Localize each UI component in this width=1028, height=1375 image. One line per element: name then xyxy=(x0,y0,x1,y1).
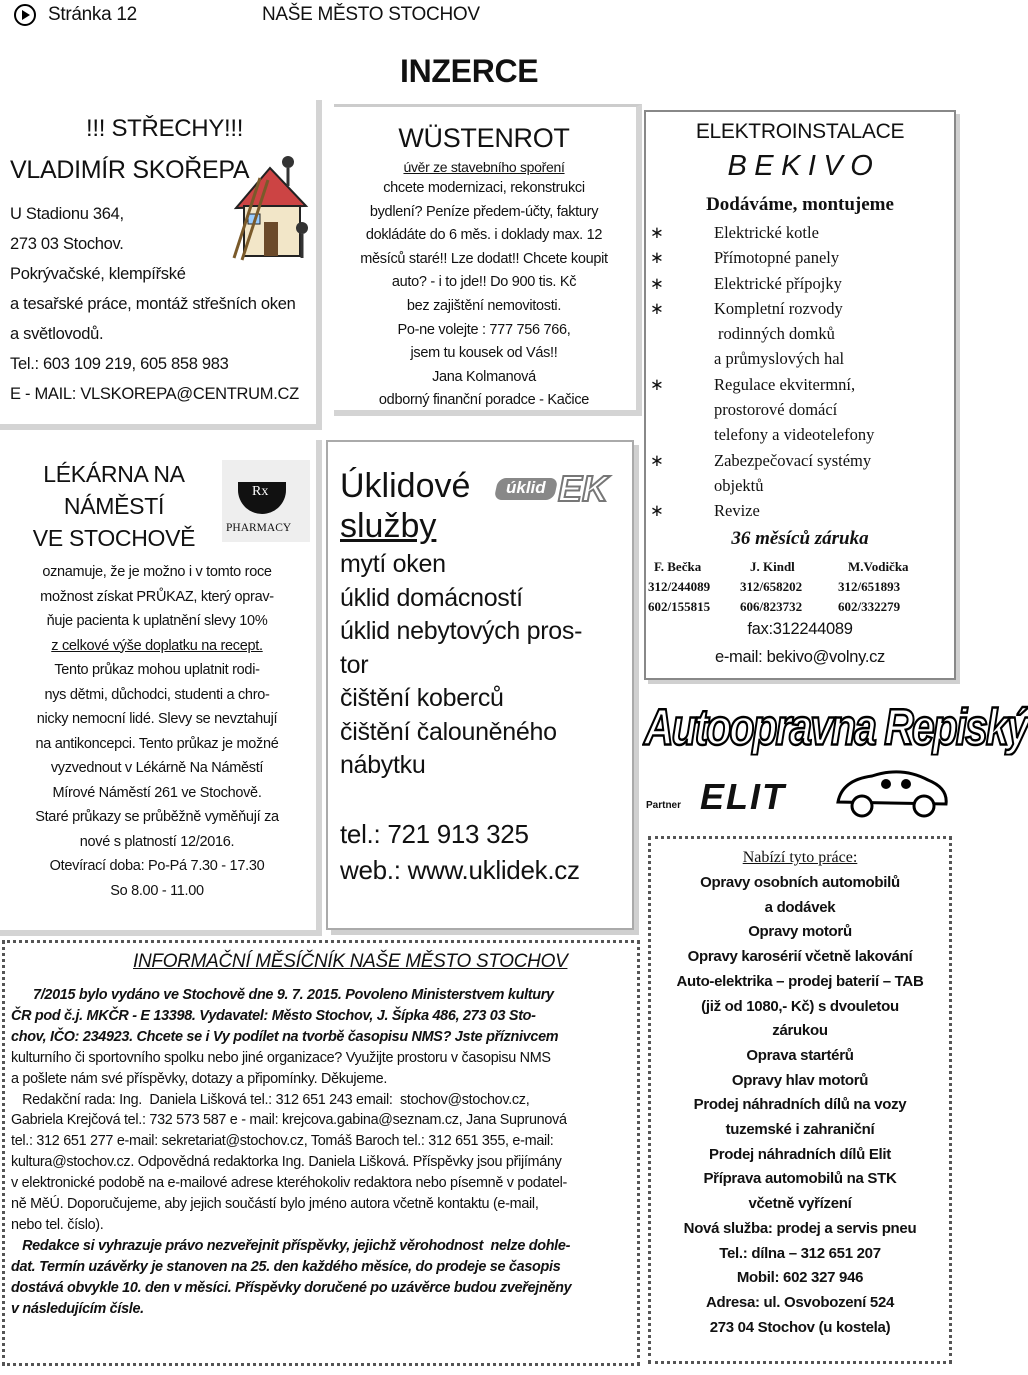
uklid-ek-logo xyxy=(496,468,624,510)
bekivo-item: ∗ Zabezpečovací systémy objektů xyxy=(650,450,872,495)
cleaning-web: web.: www.uklidek.cz xyxy=(340,855,580,885)
roofer-headline: !!! STŘECHY!!! xyxy=(86,115,244,142)
bekivo-item: ∗ Elektrické přípojky xyxy=(650,273,842,293)
newspaper-name: NAŠE MĚSTO STOCHOV xyxy=(262,4,480,25)
roofer-ad xyxy=(0,100,322,430)
bekivo-ad xyxy=(644,110,956,680)
imprint-text: 7/2015 bylo vydáno ve Stochově dne 9. 7. 2015. Povoleno Ministerstvem kultury ČR pod č.j. MKČR - E 13398. Vydavatel: Město Stochov, J. Šípka 486, 273 03 Sto- chov, IČO: 234923. Chcete se i Vy podílet na tvorbě časopisu NMS? Jste příznivcem kulturního či sportovního spolku nebo jiné organizace? Využijte prostoru v časopisu NMS a pošlete nám své příspěvky, dotazy a připomínky. Děkujeme. Redakční rada: Ing. Daniela Lišková tel.: 312 651 243 email: stochov@stochov.cz, Gabriela Krejčová tel.: 732 573 587 e - mail: krejcova.gabina@seznam.cz, Jana Suprunová tel.: 312 651 277 e-mail: sekretariat@stochov.cz, Tomáš Baroch tel.: 312 651 355, e-mail: kultura@stochov.cz. Odpovědná redaktorka Ing. Daniela Lišková. Příspěvky jsou přijímány v elektronické podobě na e-mailové adrese kteréhokoliv redaktora nebo písemně v podatel- ně MěÚ. Doporučujeme, aby jejich součástí bylo jméno autora včetně kontaktu (e-mail, nebo tel. číslo). Redakce si vyhrazuje právo nezveřejnit příspěvky, jejichž věrohodnost nelze dohle- dat. Termín uzávěrky je stanoven na 25. den každého měsíce, do prodeje se časopis dostává obvykle 10. den v měsíci. Příspěvky doručené po uzávěrce budou zveřejněny v následujícím čísle. xyxy=(11,987,572,1317)
car-cartoon-icon xyxy=(832,762,952,820)
wustenrot-subtitle: úvěr ze stavebního spoření xyxy=(403,159,565,175)
roofer-details: U Stadionu 364, 273 03 Stochov. Pokrývačské, klempířské a tesařské práce, montáž střešních oken a světlovodů. Tel.: 603 109 219, 605 858 983 E - MAIL: VLSKOREPA@CENTRUM.CZ xyxy=(10,205,299,403)
cleaning-ad xyxy=(326,440,634,930)
wustenrot-ad xyxy=(334,104,642,416)
partner-label: Partner xyxy=(646,800,682,811)
cleaning-services: mytí oken úklid domácností úklid nebytových pros- tor čištění koberců čištění čalouněného nábytku xyxy=(340,550,583,779)
bekivo-contacts: F. Bečka J. Kindl M.Vodička 312/244089 312/658202 312/651893 602/155815 606/823732 602/332279 xyxy=(648,559,909,614)
bekivo-tagline: Dodáváme, montujeme xyxy=(706,194,894,215)
cleaning-contact xyxy=(340,816,580,888)
bekivo-heading: ELEKTROINSTALACE xyxy=(695,120,905,143)
bekivo-item: ∗ Elektrické kotle xyxy=(650,223,819,242)
wustenrot-title: WÜSTENROT xyxy=(398,123,570,153)
autoshop-ad xyxy=(648,836,952,1364)
imprint-title: INFORMAČNÍ MĚSÍČNÍK NAŠE MĚSTO STOCHOV xyxy=(133,951,568,972)
cleaning-phone: tel.: 721 913 325 xyxy=(340,819,529,849)
bekivo-brand: B E K I V O xyxy=(727,150,873,182)
autoshop-logo-title: Autoopravna Repiský xyxy=(644,698,1028,756)
bekivo-item: ∗ Kompletní rozvody rodinných domků a průmyslových hal xyxy=(650,298,845,369)
bekivo-item: ∗ Přímotopné panely xyxy=(650,248,840,268)
autoshop-logo xyxy=(642,694,1028,822)
ek-logo-text: EK xyxy=(558,468,609,509)
autoshop-services: Opravy osobních automobilů a dodávek Opravy motorů Opravy karosérií včetně lakování Auto-elektrika – prodej baterií – TAB (již od 1080,- Kč) s dvouletou zárukou Oprava startérů Opravy hlav motorů Prodej náhradních dílů na vozy tuzemské i zahraniční Prodej náhradních dílů Elit Příprava automobilů na STK včetně vyřízení Nová služba: prodej a servis pneu Tel.: dílna – 312 651 207 Mobil: 602 327 946 Adresa: ul. Osvobození 524 273 04 Stochov (u kostela) xyxy=(676,874,924,1336)
bekivo-item: ∗ Revize xyxy=(650,501,760,521)
wustenrot-text: chcete modernizaci, rekonstrukci bydlení? Peníze předem-účty, faktury dokládáte do 6 měs. i doklady max. 12 měsíců staré!! Lze dodat!! Chcete koupit auto? - i to jde!! Do 900 tis. Kč bez zajištění nemovitosti. Po-ne volejte : 777 756 766, jsem tu kousek od Vás!! Jana Kolmanová odborný finanční poradce - Kačice xyxy=(360,180,608,409)
pharmacy-logo-text: PHARMACY xyxy=(226,522,292,534)
page-label: Stránka 12 xyxy=(48,4,137,25)
pharmacy-text: oznamuje, že je možno i v tomto roce možnost získat PRŮKAZ, který oprav- ňuje pacienta k uplatnění slevy 10% z celkové výše doplatku na recept. Tento průkaz mohou uplatnit rodi- nys dětmi, důchodci, studenti a chro- nicky nemocní lidé. Slevy se nevztahují na antikoncepci. Tento průkaz je možné vyzvednout v Lékárně Na Náměstí Mírové Náměstí 261 ve Stochově. Staré průkazy se průběžně vyměňují za nové s platností 12/2016. Otevírací doba: Po-Pá 7.30 - 17.30 So 8.00 - 11.00 xyxy=(35,564,279,899)
autoshop-offer-heading: Nabízí tyto práce: xyxy=(742,849,858,866)
pharmacy-logo xyxy=(222,460,310,542)
play-icon xyxy=(14,4,36,26)
elit-brand: ELIT xyxy=(700,776,786,817)
pharmacy-title: LÉKÁRNA NA NÁMĚSTÍ VE STOCHOVĚ xyxy=(32,461,196,551)
rx-symbol: Rx xyxy=(252,484,269,499)
uklid-logo-text: úklid xyxy=(506,478,546,497)
roofer-name: VLADIMÍR SKOŘEPA xyxy=(10,156,250,184)
imprint-box xyxy=(2,940,640,1366)
bekivo-warranty: 36 měsíců záruka xyxy=(731,528,869,549)
pharmacy-ad xyxy=(0,440,322,936)
section-title: INZERCE xyxy=(400,53,539,89)
bekivo-email: e-mail: bekivo@volny.cz xyxy=(714,648,886,666)
bekivo-fax: fax:312244089 xyxy=(747,620,853,638)
bekivo-item: ∗ Regulace ekvitermní, prostorové domácí telefony a videotelefony xyxy=(650,374,875,445)
cleaning-title: Úklidové služby xyxy=(340,467,471,545)
bekivo-services xyxy=(646,220,954,524)
